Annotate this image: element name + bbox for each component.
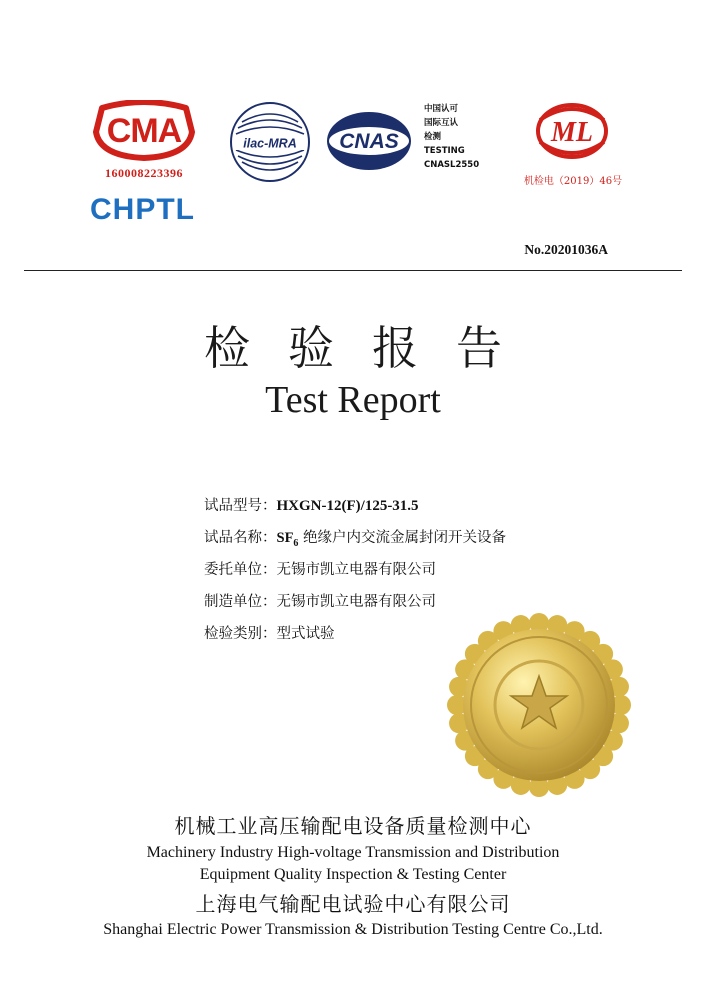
name-value: 绝缘户内交流金属封闭开关设备: [303, 530, 507, 546]
report-number: No.20201036A: [524, 242, 608, 257]
info-label: 制造单位：: [204, 594, 277, 610]
ilac-mra-logo: [228, 100, 312, 184]
issuer-center-english-line1: Machinery Industry High-voltage Transmission and Distribution: [146, 844, 560, 861]
cnas-logo: [325, 110, 413, 172]
sf6-subscript: 6: [293, 537, 299, 549]
cnas-line: 国际互认: [424, 118, 459, 128]
cnas-line: 中国认可: [424, 104, 459, 114]
info-label: 试品型号：: [204, 498, 277, 514]
info-row-name: [204, 528, 624, 560]
model-value: HXGN-12(F)/125-31.5: [276, 498, 419, 514]
issuer-company-english: Shanghai Electric Power Transmission & Distribution Testing Centre Co.,Ltd.: [103, 921, 603, 938]
chptl-logo: CHPTL: [90, 193, 195, 226]
info-label: 检验类别：: [204, 626, 277, 642]
cnas-line: CNASL2550: [424, 160, 480, 170]
header-divider: [24, 270, 682, 271]
info-row-client: [204, 560, 624, 592]
cnas-line: 检测: [424, 132, 442, 142]
ml-label: ML: [551, 117, 593, 148]
issuer-center-english-line2: Equipment Quality Inspection & Testing Center: [199, 866, 507, 883]
ilac-label: ilac-MRA: [243, 136, 297, 151]
cnas-caption: [424, 102, 504, 172]
cnas-label: CNAS: [339, 130, 399, 153]
title-english: Test Report: [265, 379, 441, 421]
info-label: 委托单位：: [204, 562, 277, 578]
sf6-letters: SF: [276, 530, 294, 546]
manufacturer-value: 无锡市凯立电器有限公司: [276, 594, 436, 610]
issuer-company-chinese: 上海电气输配电试验中心有限公司: [195, 892, 511, 916]
ml-caption: 机检电（2019）46号: [523, 176, 623, 187]
test-type-value: 型式试验: [276, 626, 335, 642]
title-chinese: 检验报告: [204, 321, 540, 375]
info-row-model: [204, 496, 624, 528]
issuer-center-chinese: 机械工业高压输配电设备质量检测中心: [174, 814, 532, 838]
gold-seal: [446, 612, 632, 798]
cnas-line: TESTING: [424, 146, 465, 156]
info-label: 试品名称：: [204, 530, 277, 546]
ml-logo: [532, 100, 612, 166]
sf6-prefix: [276, 530, 299, 549]
svg-text:CMA: CMA: [106, 112, 182, 150]
cma-logo: [88, 100, 200, 162]
cma-number: 160008223396: [105, 166, 183, 180]
client-value: 无锡市凯立电器有限公司: [276, 562, 436, 578]
